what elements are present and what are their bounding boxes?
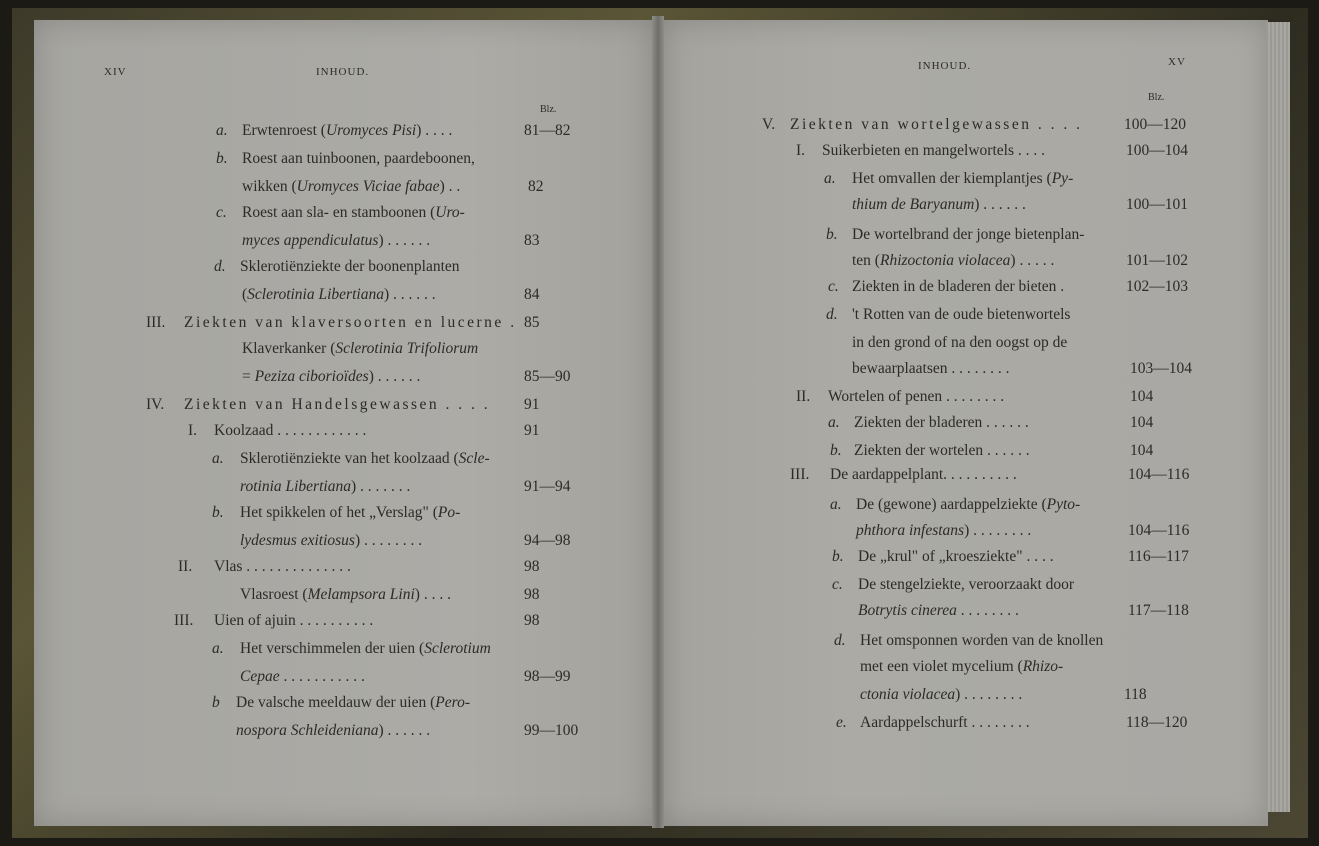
toc-entry-label: IV. xyxy=(146,396,165,413)
toc-entry-latin-name: Cepae xyxy=(240,668,280,685)
toc-entry-text xyxy=(856,496,1080,514)
toc-entry-text xyxy=(242,178,460,196)
toc-entry-main: Aardappelschurft . . . . . . . . xyxy=(860,714,1030,731)
toc-entry-latin-name: Botrytis cinerea xyxy=(858,602,957,619)
toc-entry-label: I. xyxy=(188,422,198,439)
toc-entry-text xyxy=(240,640,491,658)
toc-entry-label: V. xyxy=(762,116,776,133)
toc-entry-main: De wortelbrand der jonge bietenplan- xyxy=(852,226,1085,243)
toc-entry-latin-name: ctonia violacea xyxy=(860,686,956,703)
toc-entry-main: Sklerotiënziekte der boonenplanten xyxy=(240,258,460,275)
toc-entry-label: a. xyxy=(830,496,842,513)
toc-page-ref: 104 xyxy=(1130,414,1154,431)
right-running-head: INHOUD. xyxy=(918,60,972,72)
toc-entry-main: Vlasroest ( xyxy=(240,586,308,603)
toc-page-ref: 103—104 xyxy=(1130,360,1192,377)
toc-entry-main: ten ( xyxy=(852,252,880,269)
toc-entry-main: Roest aan tuinboonen, paardeboonen, xyxy=(242,150,475,167)
toc-entry-label: b. xyxy=(832,548,844,565)
book-gutter xyxy=(652,16,664,828)
toc-entry-main: Wortelen of penen . . . . . . . . xyxy=(828,388,1005,405)
toc-entry-label: a. xyxy=(212,640,224,657)
toc-entry-text xyxy=(852,196,1026,214)
toc-entry-label: II. xyxy=(178,558,193,575)
toc-entry-label: III. xyxy=(174,612,194,629)
toc-entry-text xyxy=(852,306,1070,324)
toc-entry-latin-name: Rhizo- xyxy=(1022,658,1064,675)
toc-entry-main: Uien of ajuin . . . . . . . . . . xyxy=(214,612,374,629)
toc-entry-label: b. xyxy=(212,504,224,521)
toc-entry-main: met een violet mycelium ( xyxy=(860,658,1023,675)
toc-entry-text xyxy=(240,258,460,276)
toc-page-ref: 98 xyxy=(524,612,540,629)
toc-entry-leader: ) . . . . . . . . xyxy=(964,522,1032,539)
toc-page-ref: 91—94 xyxy=(524,478,571,495)
toc-page-ref: 98 xyxy=(524,558,540,575)
toc-entry-text xyxy=(830,466,1017,484)
toc-entry-latin-name: Py- xyxy=(1051,170,1074,187)
toc-page-ref: 104—116 xyxy=(1128,522,1190,539)
toc-entry-latin-name: Po- xyxy=(437,504,461,521)
toc-page-ref: 91 xyxy=(524,396,540,413)
toc-page-ref: 82 xyxy=(528,178,544,195)
toc-entry-text xyxy=(822,142,1045,160)
toc-entry-latin-name: Uromyces Pisi xyxy=(325,122,417,139)
toc-page-ref: 101—102 xyxy=(1126,252,1188,269)
toc-entry-label: d. xyxy=(214,258,226,275)
toc-entry-leader: ) . . . . . . xyxy=(383,286,436,303)
toc-entry-main: De stengelziekte, veroorzaakt door xyxy=(858,576,1075,593)
toc-entry-main: Het spikkelen of het „Verslag" ( xyxy=(240,504,438,521)
toc-entry-label: b. xyxy=(826,226,838,243)
toc-page-ref: 104 xyxy=(1130,388,1154,405)
toc-entry-main: = xyxy=(242,368,255,385)
toc-entry-text xyxy=(214,558,351,576)
toc-entry-latin-name: thium de Baryanum xyxy=(852,196,975,213)
toc-entry-text xyxy=(852,360,1010,378)
toc-entry-main: Erwtenroest ( xyxy=(242,122,326,139)
toc-entry-label: c. xyxy=(828,278,839,295)
toc-entry-text xyxy=(860,632,1103,650)
toc-page-ref: 104 xyxy=(1130,442,1154,459)
toc-entry-main: bewaarplaatsen . . . . . . . . xyxy=(852,360,1010,377)
toc-page-ref: 91 xyxy=(524,422,540,439)
toc-entry-leader: ) . . xyxy=(439,178,461,195)
toc-entry-text xyxy=(242,150,475,168)
toc-entry-label: b xyxy=(212,694,220,711)
toc-entry-main: Vlas . . . . . . . . . . . . . . xyxy=(214,558,351,575)
toc-entry-main: Ziekten der bladeren . . . . . . xyxy=(854,414,1029,431)
toc-entry-label: e. xyxy=(836,714,847,731)
toc-entry-main: De aardappelplant. . . . . . . . . . xyxy=(830,466,1017,483)
toc-entry-text xyxy=(236,722,430,740)
toc-page-ref: 102—103 xyxy=(1126,278,1188,295)
toc-entry-text xyxy=(184,314,517,332)
toc-entry-latin-name: Rhizoctonia violacea xyxy=(879,252,1011,269)
left-page-number: XIV xyxy=(104,66,127,78)
toc-entry-label: III. xyxy=(790,466,810,483)
toc-entry-text xyxy=(852,170,1073,188)
toc-entry-latin-name: Uro- xyxy=(435,204,465,221)
toc-entry-latin-name: rotinia Libertiana xyxy=(240,478,351,495)
toc-entry-text xyxy=(242,204,465,222)
right-page-number: XV xyxy=(1168,56,1186,68)
toc-entry-text xyxy=(860,658,1063,676)
toc-entry-label: II. xyxy=(796,388,811,405)
toc-entry-leader: ) . . . . . . xyxy=(378,232,431,249)
toc-entry-latin-name: Scle- xyxy=(458,450,490,467)
toc-entry-main: De (gewone) aardappelziekte ( xyxy=(856,496,1047,513)
toc-entry-label: a. xyxy=(828,414,840,431)
toc-entry-main: in den grond of na den oogst op de xyxy=(852,334,1068,351)
toc-entry-latin-name: phthora infestans xyxy=(856,522,965,539)
toc-entry-leader: . . . . . . . . . . . xyxy=(279,668,365,685)
toc-entry-label: b. xyxy=(830,442,842,459)
toc-entry-label: c. xyxy=(216,204,227,221)
toc-page-ref: 117—118 xyxy=(1128,602,1189,619)
toc-entry-text xyxy=(242,232,430,250)
toc-entry-leader: ) . . . . xyxy=(416,122,453,139)
toc-entry-main: Roest aan sla- en stamboonen ( xyxy=(242,204,436,221)
toc-entry-text xyxy=(858,602,1019,620)
toc-page-ref: 100—104 xyxy=(1126,142,1188,159)
toc-page-ref: 98—99 xyxy=(524,668,571,685)
toc-entry-text xyxy=(240,478,410,496)
toc-entry-text xyxy=(242,286,436,304)
toc-entry-label: b. xyxy=(216,150,228,167)
left-blz-header: Blz. xyxy=(540,104,557,115)
toc-entry-text xyxy=(790,116,1082,134)
toc-entry-text xyxy=(860,686,1022,704)
toc-page-ref: 81—82 xyxy=(524,122,571,139)
toc-entry-text xyxy=(852,252,1054,270)
toc-entry-leader: ) . . . . . . xyxy=(378,722,431,739)
toc-entry-text xyxy=(214,612,373,630)
toc-entry-main: Ziekten van klaversoorten en lucerne . xyxy=(184,314,517,331)
toc-entry-main: Het omsponnen worden van de knollen xyxy=(860,632,1104,649)
toc-entry-text xyxy=(858,548,1054,566)
toc-entry-text xyxy=(240,586,451,604)
toc-page-ref: 118 xyxy=(1124,686,1147,703)
toc-page-ref: 118—120 xyxy=(1126,714,1188,731)
toc-entry-text xyxy=(242,340,478,358)
toc-entry-leader: ) . . . . . xyxy=(1010,252,1055,269)
toc-entry-label: c. xyxy=(832,576,843,593)
toc-page-ref: 104—116 xyxy=(1128,466,1190,483)
toc-page-ref: 85 xyxy=(524,314,540,331)
toc-page-ref: 116—117 xyxy=(1128,548,1189,565)
toc-entry-text xyxy=(242,122,452,140)
toc-entry-latin-name: Melampsora Lini xyxy=(307,586,415,603)
toc-entry-latin-name: Uromyces Viciae fabae xyxy=(296,178,440,195)
toc-entry-label: I. xyxy=(796,142,806,159)
toc-entry-main: Het verschimmelen der uien ( xyxy=(240,640,425,657)
toc-entry-leader: ) . . . . . . xyxy=(368,368,421,385)
toc-page-ref: 85—90 xyxy=(524,368,571,385)
toc-entry-latin-name: Pero- xyxy=(435,694,470,711)
toc-page-ref: 98 xyxy=(524,586,540,603)
toc-entry-label: III. xyxy=(146,314,166,331)
toc-entry-leader: ) . . . . xyxy=(414,586,451,603)
toc-entry-text xyxy=(242,368,420,386)
toc-entry-leader: ) . . . . . . . xyxy=(350,478,411,495)
toc-entry-main: Ziekten van Handelsgewassen . . . . xyxy=(184,396,491,413)
toc-entry-text xyxy=(240,532,422,550)
toc-entry-text xyxy=(240,450,490,468)
toc-entry-text xyxy=(236,694,470,712)
toc-entry-main: Klaverkanker ( xyxy=(242,340,336,357)
toc-page-ref: 100—120 xyxy=(1124,116,1186,133)
toc-entry-label: d. xyxy=(834,632,846,649)
toc-entry-main: ( xyxy=(242,286,248,303)
toc-entry-latin-name: Pyto- xyxy=(1046,496,1081,513)
toc-entry-latin-name: nospora Schleideniana xyxy=(236,722,379,739)
toc-page-ref: 94—98 xyxy=(524,532,571,549)
toc-entry-leader: ) . . . . . . xyxy=(974,196,1026,213)
toc-entry-text xyxy=(828,388,1004,406)
toc-entry-text xyxy=(854,442,1030,460)
toc-entry-main: Sklerotiënziekte van het koolzaad ( xyxy=(240,450,459,467)
toc-entry-text xyxy=(856,522,1031,540)
toc-entry-text xyxy=(860,714,1030,732)
toc-entry-text xyxy=(852,334,1067,352)
toc-entry-label: d. xyxy=(826,306,838,323)
toc-entry-text xyxy=(214,422,366,440)
toc-entry-latin-name: Sclerotinia Libertiana xyxy=(247,286,384,303)
toc-entry-main: Ziekten van wortelgewassen . . . . xyxy=(790,116,1083,133)
page-fore-edge xyxy=(1266,22,1290,812)
toc-entry-text xyxy=(852,278,1064,296)
toc-entry-leader: ) . . . . . . . . xyxy=(354,532,423,549)
toc-entry-text xyxy=(854,414,1029,432)
toc-entry-latin-name: myces appendiculatus xyxy=(242,232,379,249)
toc-entry-leader: ) . . . . . . . . xyxy=(955,686,1023,703)
toc-entry-text xyxy=(852,226,1084,244)
toc-entry-main: De „krul" of „kroesziekte" . . . . xyxy=(858,548,1054,565)
toc-entry-latin-name: Sclerotium xyxy=(424,640,491,657)
left-running-head: INHOUD. xyxy=(316,66,370,78)
toc-entry-leader: . . . . . . . . xyxy=(956,602,1019,619)
toc-entry-main: De valsche meeldauw der uien ( xyxy=(236,694,436,711)
toc-entry-label: a. xyxy=(216,122,228,139)
toc-page-ref: 99—100 xyxy=(524,722,579,739)
toc-entry-text xyxy=(240,504,460,522)
toc-entry-text xyxy=(184,396,490,414)
toc-entry-text xyxy=(858,576,1074,594)
toc-entry-main: Het omvallen der kiemplantjes ( xyxy=(852,170,1052,187)
toc-page-ref: 100—101 xyxy=(1126,196,1188,213)
toc-entry-latin-name: Peziza ciborioïdes xyxy=(254,368,369,385)
toc-entry-main: Koolzaad . . . . . . . . . . . . xyxy=(214,422,367,439)
toc-page-ref: 84 xyxy=(524,286,540,303)
toc-entry-label: a. xyxy=(824,170,836,187)
toc-entry-main: wikken ( xyxy=(242,178,297,195)
toc-entry-latin-name: Sclerotinia Trifoliorum xyxy=(335,340,479,357)
toc-entry-main: Suikerbieten en mangelwortels . . . . xyxy=(822,142,1045,159)
toc-entry-main: 't Rotten van de oude bietenwortels xyxy=(852,306,1071,323)
toc-entry-latin-name: lydesmus exitiosus xyxy=(240,532,355,549)
toc-page-ref: 83 xyxy=(524,232,540,249)
toc-entry-label: a. xyxy=(212,450,224,467)
toc-entry-main: Ziekten in de bladeren der bieten . xyxy=(852,278,1065,295)
toc-entry-text xyxy=(240,668,365,686)
right-blz-header: Blz. xyxy=(1148,92,1165,103)
toc-entry-main: Ziekten der wortelen . . . . . . xyxy=(854,442,1030,459)
